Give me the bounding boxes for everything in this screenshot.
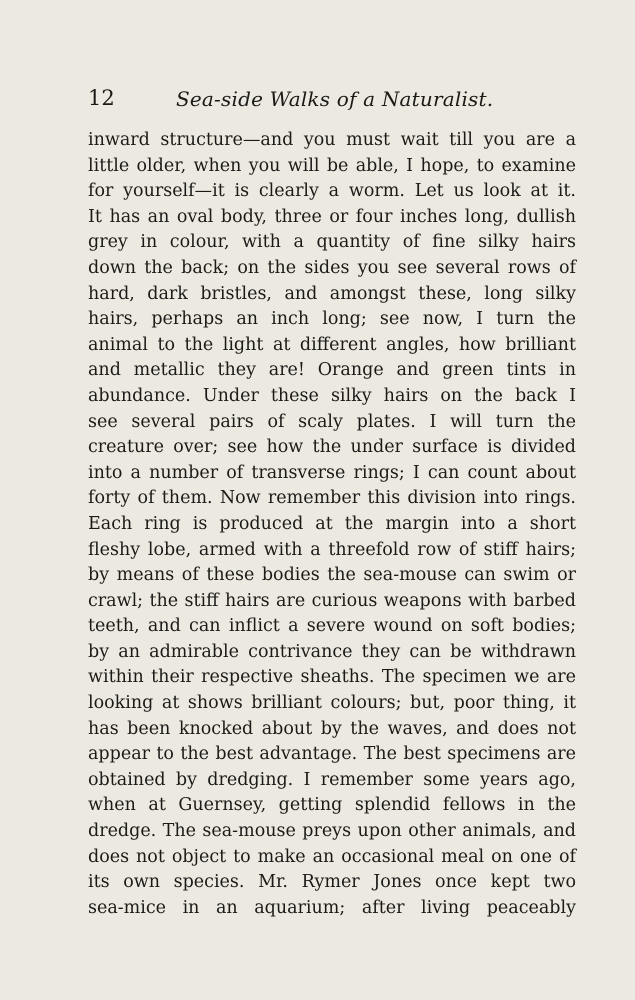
page-header: [88, 82, 576, 118]
text-line: hard, dark bristles, and amongst these, long silky: [88, 283, 576, 304]
text-line: when at Guernsey, getting splendid fellows in the: [88, 795, 576, 816]
text-line: teeth, and can inflict a severe wound on soft bodies;: [88, 616, 576, 637]
page-number: 12: [88, 86, 115, 110]
text-line: does not object to make an occasional meal on one of: [88, 846, 576, 867]
text-line: animal to the light at different angles, how brilliant: [88, 334, 576, 355]
text-line: obtained by dredging. I remember some years ago,: [88, 769, 576, 790]
text-line: creature over; see how the under surface is divided: [88, 437, 576, 458]
text-line: into a number of transverse rings; I can count about: [88, 462, 576, 483]
text-line: within their respective sheaths. The specimen we are: [88, 667, 576, 688]
text-line: hairs, perhaps an inch long; see now, I turn the: [88, 309, 576, 330]
text-line: fleshy lobe, armed with a threefold row of stiff hairs;: [88, 539, 576, 560]
text-line: down the back; on the sides you see several rows of: [88, 257, 576, 278]
text-line: appear to the best advantage. The best specimens are: [88, 744, 576, 765]
text-line: Each ring is produced at the margin into a short: [88, 513, 576, 534]
text-line: has been knocked about by the waves, and does not: [88, 718, 576, 739]
text-line: and metallic they are! Orange and green tints in: [88, 360, 576, 381]
text-line: forty of them. Now remember this division into rings.: [88, 488, 576, 509]
text-line: by means of these bodies the sea-mouse can swim or: [88, 565, 576, 586]
text-line: It has an oval body, three or four inches long, dullish: [88, 206, 576, 227]
text-line: sea-mice in an aquarium; after living peaceably: [88, 897, 576, 918]
text-line: little older, when you will be able, I hope, to examine: [88, 155, 576, 176]
text-line: inward structure—and you must wait till you are a: [88, 130, 576, 150]
text-line: dredge. The sea-mouse preys upon other animals, and: [88, 821, 576, 842]
text-line: grey in colour, with a quantity of fine silky hairs: [88, 232, 576, 253]
text-line: see several pairs of scaly plates. I will turn the: [88, 411, 576, 432]
running-title: Sea-side Walks of a Naturalist.: [176, 87, 494, 111]
body-text: [88, 128, 576, 921]
text-line: its own species. Mr. Rymer Jones once kept two: [88, 872, 576, 893]
text-line: by an admirable contrivance they can be withdrawn: [88, 641, 576, 662]
text-line: abundance. Under these silky hairs on the back I: [88, 385, 576, 406]
text-line: for yourself—it is clearly a worm. Let us look at it.: [88, 181, 576, 202]
text-line: looking at shows brilliant colours; but, poor thing, it: [88, 693, 576, 714]
text-line: crawl; the stiff hairs are curious weapons with barbed: [88, 590, 576, 611]
